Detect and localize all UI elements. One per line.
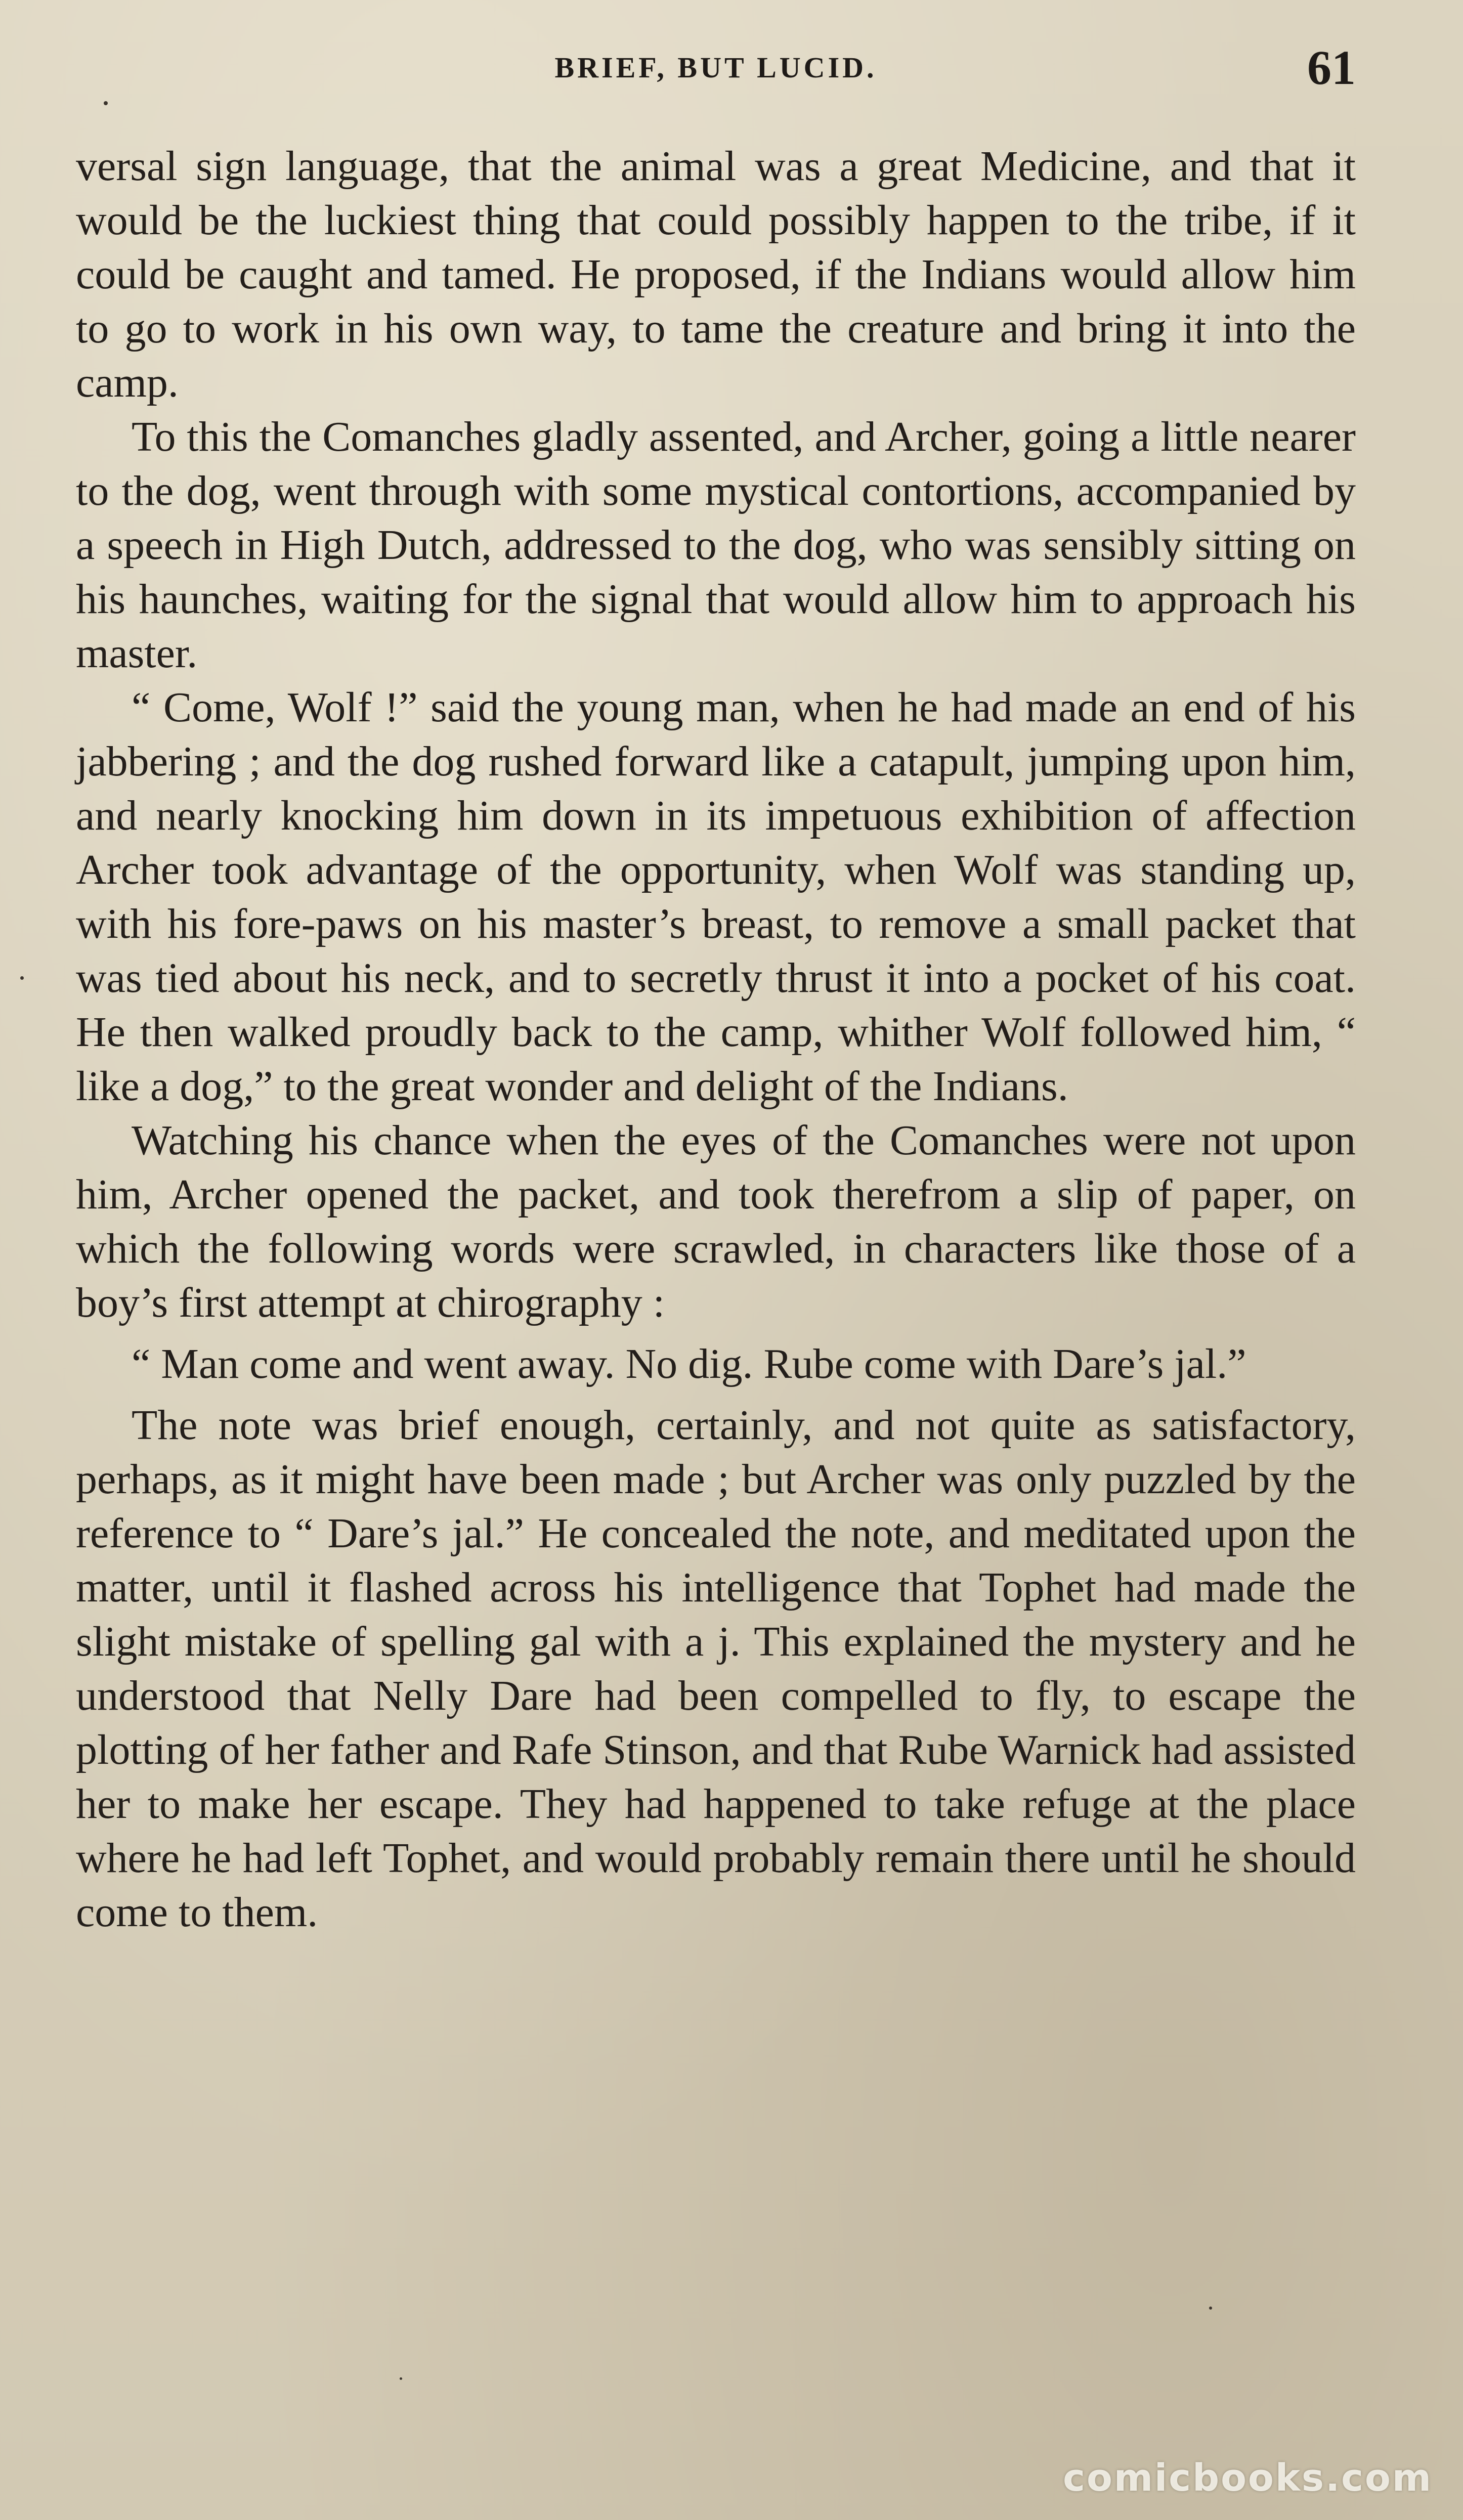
body-text: [76, 139, 1356, 1939]
running-title: BRIEF, BUT LUCID.: [554, 51, 877, 84]
paper-speck: [1209, 2307, 1212, 2310]
paper-speck: [400, 2377, 402, 2380]
page-number: 61: [1307, 40, 1356, 95]
paper-speck: [20, 976, 24, 980]
paragraph: Watching his chance when the eyes of the Comanches were not upon him, Archer opened the packet, and took therefrom a slip of paper, on which the following words were scrawled, in characters like those of a boy’s first attempt at chirography :: [76, 1117, 1356, 1326]
paragraph-continuation: versal sign language, that the animal was a great Medicine, and that it would be the luckiest thing that could possibly happen to the tribe, if it could be caught and tamed. He proposed, if the Indians would allow him to go to work in his own way, to tame the creature and bring it into the camp.: [76, 143, 1356, 406]
running-head: [76, 35, 1356, 106]
watermark: comicbooks.com: [1063, 2456, 1433, 2500]
quoted-note: “ Man come and went away. No dig. Rube come with Dare’s jal.”: [132, 1340, 1246, 1387]
paper-speck: [104, 101, 108, 105]
paragraph: “ Come, Wolf !” said the young man, when he had made an end of his jabbering ; and the dog rushed forward like a catapult, jumping upon him, and nearly knocking him down in its impetuous exhibition of affection Archer took advantage of the opportunity, when Wolf was standing up, with his fore-paws on his master’s breast, to remove a small packet that was tied about his neck, and to secretly thrust it into a pocket of his coat. He then walked proudly back to the camp, whither Wolf followed him, “ like a dog,” to the great wonder and delight of the Indians.: [76, 684, 1356, 1110]
paragraph: The note was brief enough, certainly, and not quite as satisfactory, perhaps, as it might have been made ; but Archer was only puzzled by the reference to “ Dare’s jal.” He concealed the note, and meditated upon the matter, until it flashed across his intelligence that Tophet had made the slight mistake of spelling gal with a j. This explained the mystery and he understood that Nelly Dare had been compelled to fly, to escape the plotting of her father and Rafe Stinson, and that Rube Warnick had assisted her to make her escape. They had happened to take refuge at the place where he had left Tophet, and would probably remain there until he should come to them.: [76, 1402, 1356, 1936]
paragraph: To this the Comanches gladly assented, and Archer, going a little nearer to the dog, went through with some mystical contortions, accompanied by a speech in High Dutch, addressed to the dog, who was sensibly sitting on his haunches, waiting for the signal that would allow him to approach his master.: [76, 413, 1356, 677]
